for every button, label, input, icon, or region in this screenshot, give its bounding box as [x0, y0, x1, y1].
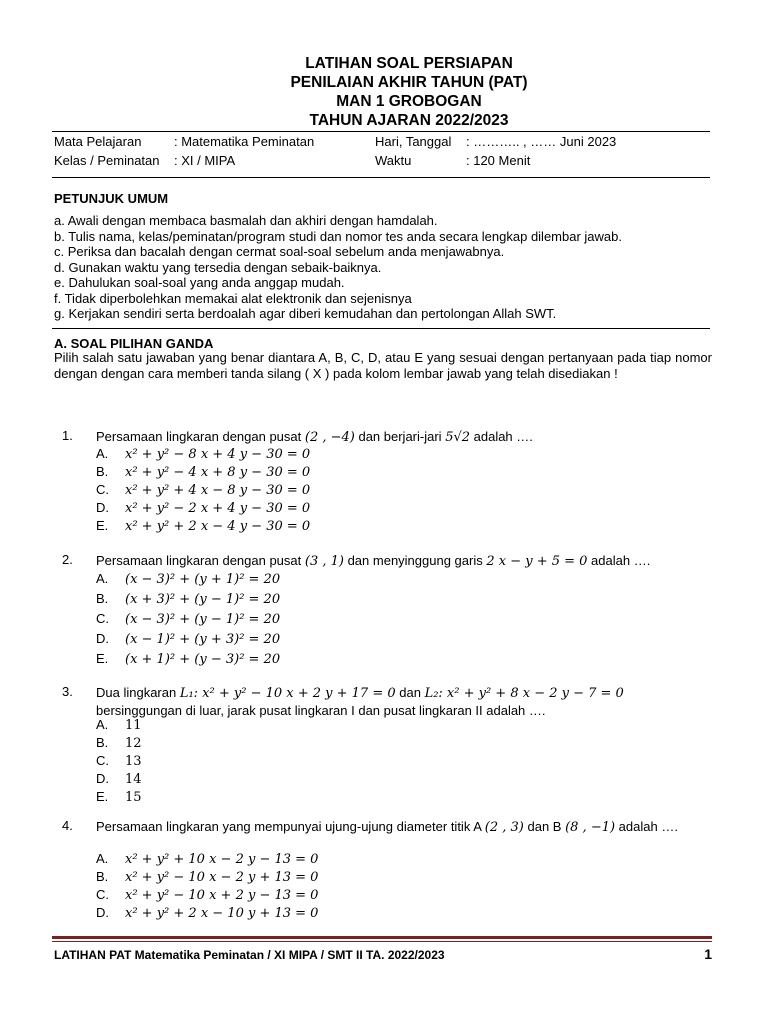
question-number: 4.: [62, 818, 73, 833]
page-footer: [52, 936, 712, 962]
general-item: g. Kerjakan sendiri serta berdoalah agar diberi kemudahan dan pertolongan Allah SWT.: [54, 306, 557, 321]
section-a-heading: A. SOAL PILIHAN GANDA: [54, 336, 214, 351]
option-a: A. 11: [96, 717, 142, 733]
question-number: 3.: [62, 684, 73, 699]
class-value: : XI / MIPA: [174, 153, 236, 168]
footer-rule-thick: [52, 936, 712, 939]
option-b: B. x² + y² − 10 x − 2 y + 13 = 0: [96, 869, 319, 885]
question-text: Persamaan lingkaran dengan pusat (3 , 1) dan menyinggung garis 2 x − y + 5 = 0 adalah ….: [96, 553, 651, 569]
class-label: Kelas / Peminatan: [54, 153, 160, 168]
general-item: c. Periksa dan bacalah dengan cermat soal-soal sebelum anda menjawabnya.: [54, 244, 505, 259]
option-c: C. x² + y² − 10 x + 2 y − 13 = 0: [96, 887, 319, 903]
general-item: b. Tulis nama, kelas/peminatan/program studi dan nomor tes anda secara lengkap dilembar jawab.: [54, 228, 622, 244]
document-title: [0, 54, 768, 130]
option-e: E. 15: [96, 789, 142, 805]
option-a: A. x² + y² − 8 x + 4 y − 30 = 0: [96, 446, 311, 462]
general-item: d. Gunakan waktu yang tersedia dengan sebaik-baiknya.: [54, 259, 382, 275]
general-heading: PETUNJUK UMUM: [54, 191, 169, 206]
question-text: Persamaan lingkaran dengan pusat (2 , −4) dan berjari-jari 5√2 adalah ….: [96, 429, 533, 445]
option-e: E. (x + 1)² + (y − 3)² = 20: [96, 651, 281, 667]
time-label: Waktu: [375, 153, 412, 168]
option-a: A. (x − 3)² + (y + 1)² = 20: [96, 571, 281, 587]
title-line-1: LATIHAN SOAL PERSIAPAN: [305, 55, 513, 72]
question-number: 1.: [62, 428, 73, 443]
footer-rule-thin: [52, 941, 712, 942]
question-number: 2.: [62, 552, 73, 567]
header-rule-bottom: [52, 177, 710, 178]
option-d: D. x² + y² + 2 x − 10 y + 13 = 0: [96, 905, 319, 921]
time-value: : 120 Menit: [466, 153, 531, 168]
option-c: C. (x − 3)² + (y − 1)² = 20: [96, 611, 281, 627]
general-item: e. Dahulukan soal-soal yang anda anggap mudah.: [54, 275, 345, 290]
option-d: D. 14: [96, 771, 142, 787]
option-c: C. 13: [96, 753, 142, 769]
option-d: D. x² + y² − 2 x + 4 y − 30 = 0: [96, 500, 311, 516]
general-item: f. Tidak diperbolehkan memakai alat elektronik dan sejenisnya: [54, 290, 412, 306]
option-a: A. x² + y² + 10 x − 2 y − 13 = 0: [96, 851, 319, 867]
date-label: Hari, Tanggal: [375, 134, 452, 149]
question-text: Persamaan lingkaran yang mempunyai ujung-ujung diameter titik A (2 , 3) dan B (8 , −1) adalah ….: [96, 819, 678, 835]
question-text: Dua lingkaran L₁: x² + y² − 10 x + 2 y + 17 = 0 dan L₂: x² + y² + 8 x − 2 y − 7 = 0 bersinggungan di luar, jarak pusat lingkaran I dan pusat lingkaran II adalah ….: [96, 685, 624, 718]
subject-label: Mata Pelajaran: [54, 134, 142, 149]
title-line-4: TAHUN AJARAN 2022/2023: [309, 112, 509, 129]
option-d: D. (x − 1)² + (y + 3)² = 20: [96, 631, 281, 647]
title-line-3: MAN 1 GROBOGAN: [336, 93, 482, 110]
option-b: B. x² + y² − 4 x + 8 y − 30 = 0: [96, 464, 311, 480]
section-a-instruction: Pilih salah satu jawaban yang benar diantara A, B, C, D, atau E yang sesuai dengan pertanyaan pada tiap nomor dengan dengan cara memberi tanda silang ( X ) pada kolom lembar jawab yang telah disediakan !: [54, 350, 712, 381]
subject-value: : Matematika Peminatan: [174, 134, 315, 149]
option-b: B. 12: [96, 735, 142, 751]
option-e: E. x² + y² + 2 x − 4 y − 30 = 0: [96, 518, 311, 534]
option-b: B. (x + 3)² + (y − 1)² = 20: [96, 591, 281, 607]
footer-text: LATIHAN PAT Matematika Peminatan / XI MIPA / SMT II TA. 2022/2023: [54, 948, 445, 962]
date-value: : ……….. , …… Juni 2023: [466, 134, 617, 149]
section-rule: [52, 328, 710, 329]
option-c: C. x² + y² + 4 x − 8 y − 30 = 0: [96, 482, 311, 498]
page-number: 1: [704, 946, 712, 962]
general-item: a. Awali dengan membaca basmalah dan akhiri dengan hamdalah.: [54, 213, 438, 228]
title-line-2: PENILAIAN AKHIR TAHUN (PAT): [290, 74, 528, 91]
